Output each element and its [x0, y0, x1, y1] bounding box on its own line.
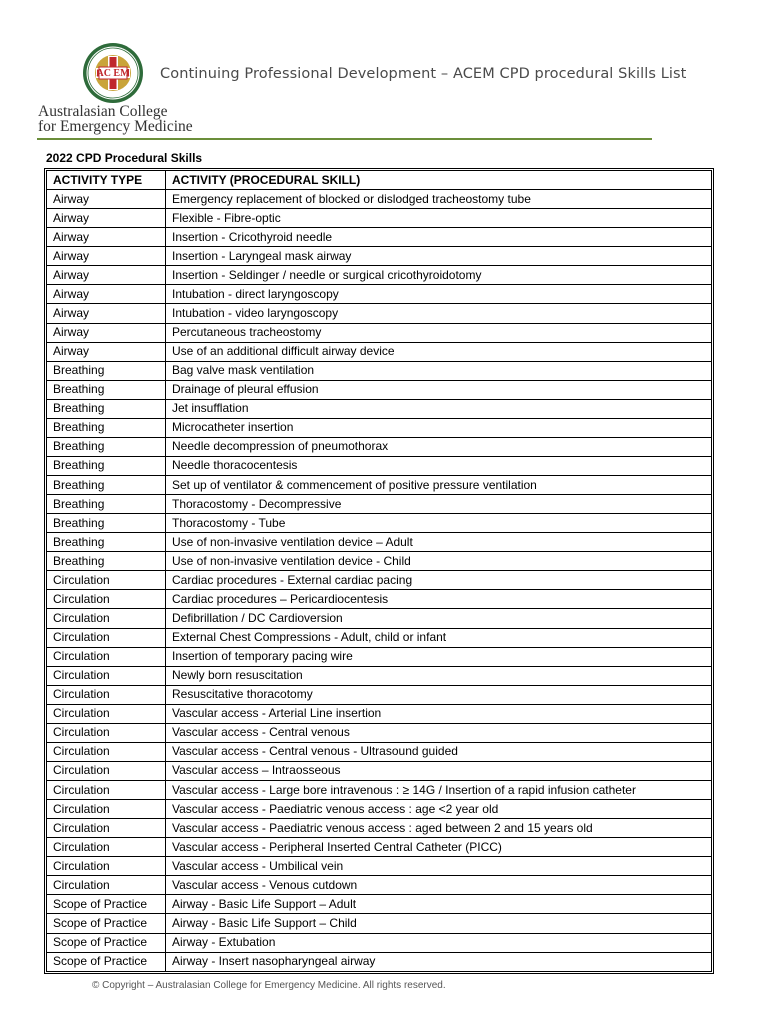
header-activity-skill: ACTIVITY (PROCEDURAL SKILL) [166, 171, 712, 190]
table-row [47, 456, 712, 475]
activity-skill-cell: Defibrillation / DC Cardioversion [166, 609, 712, 628]
activity-skill-cell: Intubation - video laryngoscopy [166, 304, 712, 323]
table-row [47, 590, 712, 609]
activity-skill-cell: Cardiac procedures - External cardiac pacing [166, 571, 712, 590]
activity-type-cell: Scope of Practice [47, 952, 166, 971]
copyright-footer: © Copyright – Australasian College for Emergency Medicine. All rights reserved. [92, 980, 446, 991]
activity-skill-cell: Use of non-invasive ventilation device – Adult [166, 533, 712, 552]
table-row [47, 514, 712, 533]
table-row [47, 666, 712, 685]
table-row [47, 228, 712, 247]
table-row [47, 380, 712, 399]
activity-type-cell: Breathing [47, 399, 166, 418]
table-row [47, 437, 712, 456]
table-row [47, 781, 712, 800]
activity-skill-cell: Airway - Extubation [166, 933, 712, 952]
activity-type-cell: Circulation [47, 723, 166, 742]
table-row [47, 761, 712, 780]
activity-skill-cell: Newly born resuscitation [166, 666, 712, 685]
activity-type-cell: Scope of Practice [47, 933, 166, 952]
header-activity-type: ACTIVITY TYPE [47, 171, 166, 190]
table-row [47, 742, 712, 761]
activity-skill-cell: Flexible - Fibre-optic [166, 209, 712, 228]
activity-skill-cell: Vascular access - Venous cutdown [166, 876, 712, 895]
activity-skill-cell: Airway - Basic Life Support – Adult [166, 895, 712, 914]
table-row [47, 857, 712, 876]
activity-skill-cell: External Chest Compressions - Adult, child or infant [166, 628, 712, 647]
activity-type-cell: Circulation [47, 800, 166, 819]
activity-type-cell: Scope of Practice [47, 895, 166, 914]
activity-skill-cell: Vascular access - Central venous - Ultrasound guided [166, 742, 712, 761]
activity-type-cell: Airway [47, 228, 166, 247]
acem-seal-icon [82, 42, 144, 104]
activity-type-cell: Breathing [47, 476, 166, 495]
activity-type-cell: Breathing [47, 456, 166, 475]
activity-skill-cell: Vascular access - Paediatric venous access : aged between 2 and 15 years old [166, 819, 712, 838]
activity-skill-cell: Airway - Insert nasopharyngeal airway [166, 952, 712, 971]
activity-type-cell: Circulation [47, 761, 166, 780]
table-row [47, 914, 712, 933]
activity-type-cell: Circulation [47, 628, 166, 647]
activity-skill-cell: Vascular access - Central venous [166, 723, 712, 742]
activity-type-cell: Circulation [47, 781, 166, 800]
activity-type-cell: Circulation [47, 571, 166, 590]
table-row [47, 342, 712, 361]
header-divider [37, 138, 652, 140]
table-row [47, 933, 712, 952]
activity-type-cell: Breathing [47, 533, 166, 552]
activity-skill-cell: Thoracostomy - Decompressive [166, 495, 712, 514]
activity-type-cell: Circulation [47, 685, 166, 704]
table-row [47, 209, 712, 228]
table-header-row [47, 171, 712, 190]
activity-skill-cell: Insertion - Laryngeal mask airway [166, 247, 712, 266]
activity-skill-cell: Percutaneous tracheostomy [166, 323, 712, 342]
activity-type-cell: Airway [47, 209, 166, 228]
activity-type-cell: Airway [47, 323, 166, 342]
activity-skill-cell: Insertion - Seldinger / needle or surgical cricothyroidotomy [166, 266, 712, 285]
activity-type-cell: Airway [47, 266, 166, 285]
activity-type-cell: Circulation [47, 838, 166, 857]
table-row [47, 628, 712, 647]
activity-skill-cell: Cardiac procedures – Pericardiocentesis [166, 590, 712, 609]
table-row [47, 952, 712, 971]
table-row [47, 190, 712, 209]
activity-skill-cell: Vascular access - Paediatric venous access : age <2 year old [166, 800, 712, 819]
table-row [47, 552, 712, 571]
table-row [47, 418, 712, 437]
activity-skill-cell: Needle thoracocentesis [166, 456, 712, 475]
activity-type-cell: Circulation [47, 609, 166, 628]
table-row [47, 685, 712, 704]
activity-skill-cell: Insertion of temporary pacing wire [166, 647, 712, 666]
activity-type-cell: Airway [47, 304, 166, 323]
activity-type-cell: Breathing [47, 418, 166, 437]
activity-skill-cell: Use of non-invasive ventilation device - Child [166, 552, 712, 571]
activity-type-cell: Circulation [47, 876, 166, 895]
table-row [47, 876, 712, 895]
activity-skill-cell: Insertion - Cricothyroid needle [166, 228, 712, 247]
procedural-skills-table [46, 170, 712, 972]
activity-type-cell: Circulation [47, 742, 166, 761]
table-row [47, 323, 712, 342]
org-name-line-1: Australasian College [38, 103, 168, 120]
activity-skill-cell: Use of an additional difficult airway device [166, 342, 712, 361]
table-row [47, 476, 712, 495]
activity-skill-cell: Resuscitative thoracotomy [166, 685, 712, 704]
activity-skill-cell: Bag valve mask ventilation [166, 361, 712, 380]
activity-type-cell: Breathing [47, 380, 166, 399]
activity-skill-cell: Drainage of pleural effusion [166, 380, 712, 399]
activity-type-cell: Circulation [47, 666, 166, 685]
activity-skill-cell: Needle decompression of pneumothorax [166, 437, 712, 456]
activity-skill-cell: Vascular access - Umbilical vein [166, 857, 712, 876]
activity-skill-cell: Vascular access - Peripheral Inserted Central Catheter (PICC) [166, 838, 712, 857]
org-name-line-2: for Emergency Medicine [38, 118, 193, 135]
procedural-skills-table-frame [44, 168, 714, 974]
table-row [47, 647, 712, 666]
activity-type-cell: Circulation [47, 704, 166, 723]
activity-type-cell: Circulation [47, 590, 166, 609]
activity-skill-cell: Intubation - direct laryngoscopy [166, 285, 712, 304]
activity-skill-cell: Vascular access – Intraosseous [166, 761, 712, 780]
table-row [47, 285, 712, 304]
activity-skill-cell: Vascular access - Large bore intravenous : ≥ 14G / Insertion of a rapid infusion catheter [166, 781, 712, 800]
table-row [47, 533, 712, 552]
activity-type-cell: Airway [47, 247, 166, 266]
table-row [47, 723, 712, 742]
activity-skill-cell: Thoracostomy - Tube [166, 514, 712, 533]
activity-type-cell: Circulation [47, 857, 166, 876]
table-row [47, 495, 712, 514]
activity-type-cell: Airway [47, 342, 166, 361]
document-title: Continuing Professional Development – ACEM CPD procedural Skills List [160, 66, 687, 82]
logo-text: AC EM [96, 68, 130, 79]
table-row [47, 895, 712, 914]
activity-skill-cell: Vascular access - Arterial Line insertion [166, 704, 712, 723]
activity-type-cell: Circulation [47, 647, 166, 666]
table-row [47, 704, 712, 723]
table-row [47, 800, 712, 819]
acem-logo [82, 42, 144, 104]
activity-skill-cell: Microcatheter insertion [166, 418, 712, 437]
table-row [47, 609, 712, 628]
activity-type-cell: Breathing [47, 552, 166, 571]
activity-skill-cell: Set up of ventilator & commencement of positive pressure ventilation [166, 476, 712, 495]
table-row [47, 304, 712, 323]
activity-type-cell: Breathing [47, 495, 166, 514]
activity-type-cell: Scope of Practice [47, 914, 166, 933]
activity-skill-cell: Jet insufflation [166, 399, 712, 418]
table-row [47, 819, 712, 838]
table-body [47, 190, 712, 972]
table-row [47, 838, 712, 857]
table-row [47, 247, 712, 266]
table-row [47, 399, 712, 418]
table-row [47, 266, 712, 285]
table-row [47, 361, 712, 380]
activity-type-cell: Airway [47, 285, 166, 304]
activity-type-cell: Circulation [47, 819, 166, 838]
activity-type-cell: Breathing [47, 514, 166, 533]
activity-type-cell: Breathing [47, 437, 166, 456]
activity-skill-cell: Airway - Basic Life Support – Child [166, 914, 712, 933]
organisation-name [38, 104, 193, 134]
activity-skill-cell: Emergency replacement of blocked or dislodged tracheostomy tube [166, 190, 712, 209]
activity-type-cell: Breathing [47, 361, 166, 380]
activity-type-cell: Airway [47, 190, 166, 209]
table-row [47, 571, 712, 590]
section-title: 2022 CPD Procedural Skills [46, 151, 203, 165]
